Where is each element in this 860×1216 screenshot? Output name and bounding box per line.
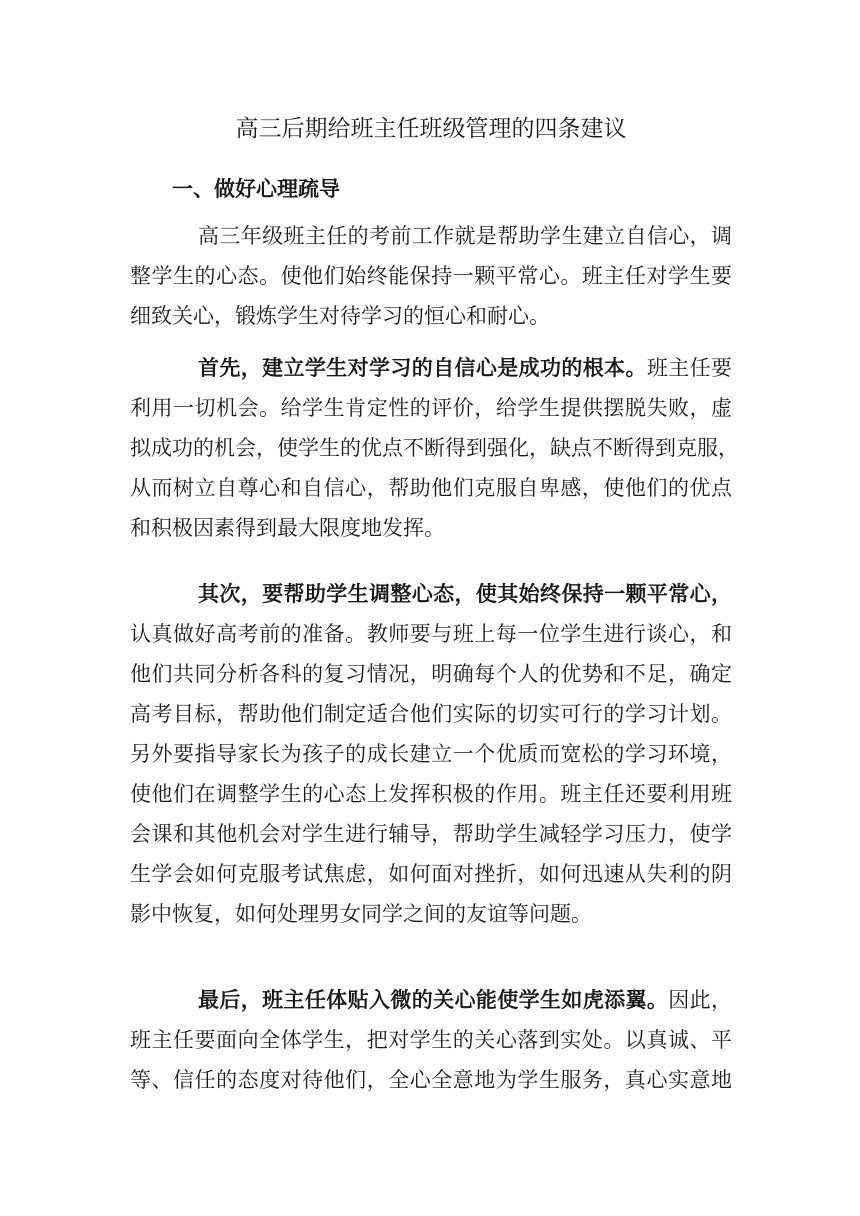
- paragraph-lead-bold: 首先，建立学生对学习的自信心是成功的根本。: [198, 356, 647, 380]
- paragraph-line: [130, 348, 732, 388]
- paragraph-line: 班主任要面向全体学生，把对学生的关心落到实处。以真诚、平: [130, 1028, 732, 1052]
- paragraph-line: 高三年级班主任的考前工作就是帮助学生建立自信心，调: [198, 224, 732, 248]
- paragraph-line: 等、信任的态度对待他们，全心全意地为学生服务，真心实意地: [130, 1068, 732, 1092]
- paragraph-line: 另外要指导家长为孩子的成长建立一个优质而宽松的学习环境，: [130, 742, 732, 766]
- paragraph-lead-rest: 因此，: [668, 988, 732, 1012]
- paragraph-line: 整学生的心态。使他们始终能保持一颗平常心。班主任对学生要: [130, 264, 732, 288]
- paragraph-lead-rest: 班主任要: [646, 356, 732, 380]
- paragraph-line: 和积极因素得到最大限度地发挥。: [130, 516, 445, 540]
- paragraph-line: 影中恢复，如何处理男女同学之间的友谊等问题。: [130, 902, 592, 926]
- paragraph-line: [130, 980, 732, 1020]
- paragraph-line: 他们共同分析各科的复习情况，明确每个人的优势和不足，确定: [130, 662, 732, 686]
- section-heading-1: 一、做好心理疏导: [172, 177, 340, 201]
- paragraph-line: 利用一切机会。给学生肯定性的评价，给学生提供摆脱失败，虚: [130, 396, 732, 420]
- paragraph-line: 使他们在调整学生的心态上发挥积极的作用。班主任还要利用班: [130, 782, 732, 806]
- paragraph-lead-bold: 最后，班主任体贴入微的关心能使学生如虎添翼。: [198, 988, 669, 1012]
- document-title: 高三后期给班主任班级管理的四条建议: [235, 116, 627, 142]
- paragraph-line: 会课和其他机会对学生进行辅导，帮助学生减轻学习压力，使学: [130, 822, 732, 846]
- paragraph-line: 拟成功的机会，使学生的优点不断得到强化，缺点不断得到克服，: [130, 436, 739, 460]
- paragraph-3: [130, 574, 732, 934]
- paragraph-line: 认真做好高考前的准备。教师要与班上每一位学生进行谈心，和: [130, 622, 732, 646]
- paragraph-lead-bold: 其次，要帮助学生调整心态，使其始终保持一颗平常心，: [198, 582, 732, 606]
- paragraph-2: [130, 348, 739, 548]
- paragraph-line: 细致关心，锻炼学生对待学习的恒心和耐心。: [130, 304, 550, 328]
- paragraph-line: 从而树立自尊心和自信心，帮助他们克服自卑感，使他们的优点: [130, 476, 732, 500]
- paragraph-4: [130, 980, 732, 1100]
- paragraph-line: [130, 574, 732, 614]
- paragraph-1: [130, 216, 732, 336]
- paragraph-line: 生学会如何克服考试焦虑，如何面对挫折，如何迅速从失利的阴: [130, 862, 732, 886]
- paragraph-line: 高考目标，帮助他们制定适合他们实际的切实可行的学习计划。: [130, 702, 732, 726]
